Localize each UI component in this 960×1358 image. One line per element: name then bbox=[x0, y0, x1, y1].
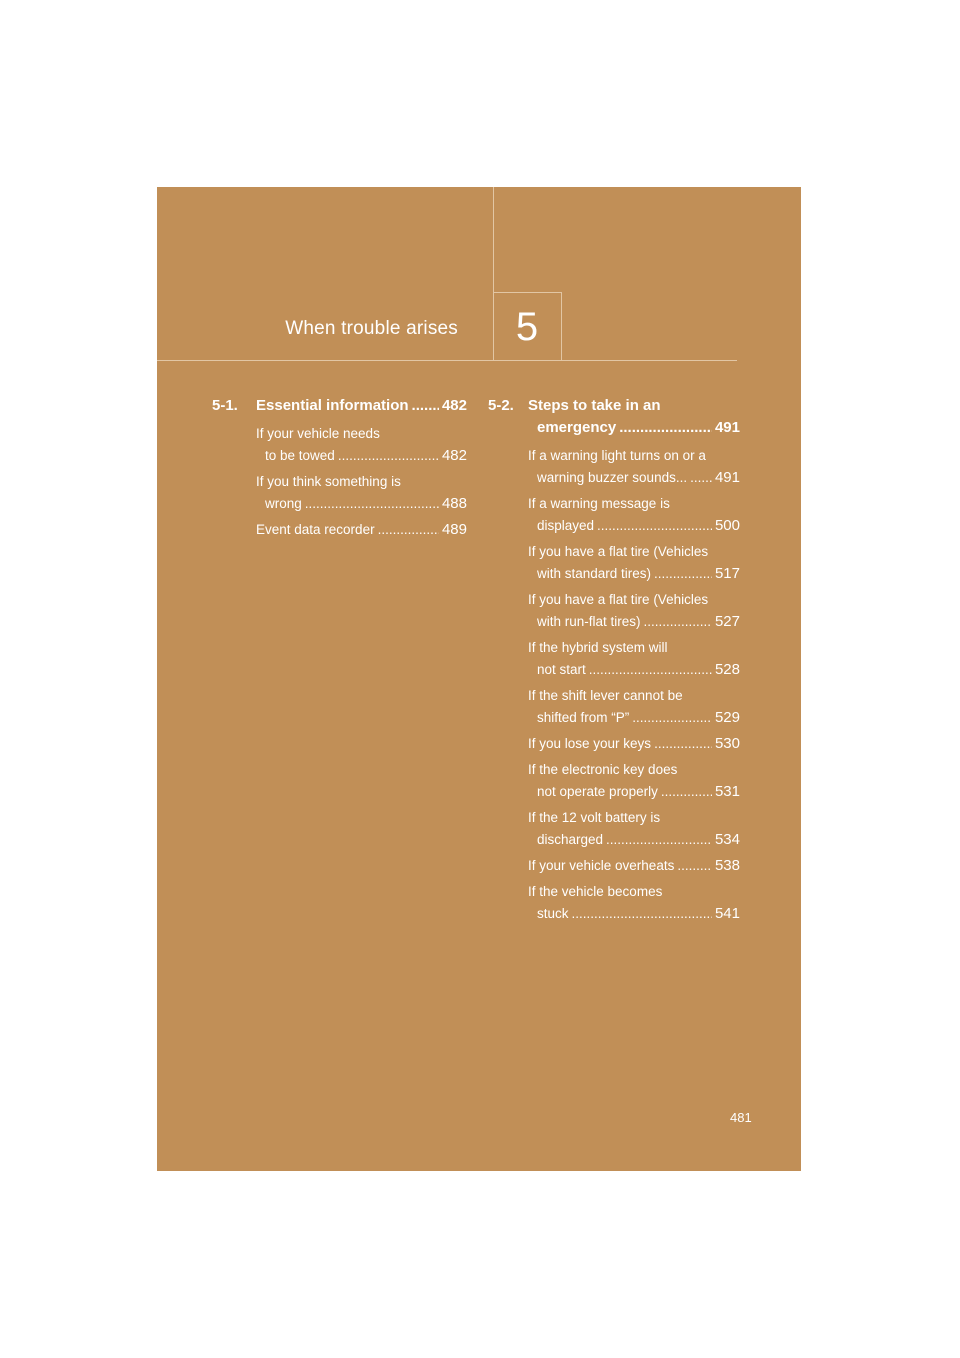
toc-entry[interactable] bbox=[528, 589, 740, 633]
leader-dots bbox=[690, 467, 712, 489]
entry-text: If you think something is bbox=[256, 474, 401, 489]
entry-text: If a warning light turns on or a bbox=[528, 448, 706, 463]
toc-entry[interactable] bbox=[528, 541, 740, 585]
entry-text: not operate properly bbox=[537, 784, 658, 799]
entry-text: If the shift lever cannot be bbox=[528, 688, 683, 703]
entry-text: shifted from “P” bbox=[537, 710, 630, 725]
chapter-title: When trouble arises bbox=[285, 318, 458, 339]
leader-dots bbox=[412, 395, 439, 417]
toc-entry[interactable] bbox=[528, 637, 740, 681]
section-heading[interactable] bbox=[212, 395, 467, 417]
entry-text: stuck bbox=[537, 906, 569, 921]
entry-text: If you have a flat tire (Vehicles bbox=[528, 544, 709, 559]
toc-entry[interactable] bbox=[528, 881, 740, 925]
entry-page: 482 bbox=[441, 447, 467, 464]
entry-text: If the electronic key does bbox=[528, 762, 678, 777]
entry-text: If your vehicle needs bbox=[256, 426, 380, 441]
toc-entry[interactable] bbox=[528, 445, 740, 489]
entry-text: to be towed bbox=[265, 448, 335, 463]
section-title: Steps to take in an bbox=[528, 397, 661, 414]
entry-text: If the 12 volt battery is bbox=[528, 810, 661, 825]
entry-text: not start bbox=[537, 662, 586, 677]
section-number: 5-2. bbox=[488, 397, 514, 414]
section-title: Essential information bbox=[256, 397, 409, 414]
entry-text: If the vehicle becomes bbox=[528, 884, 663, 899]
entry-page: 534 bbox=[714, 831, 740, 848]
entry-text: If the hybrid system will bbox=[528, 640, 668, 655]
entry-page: 541 bbox=[714, 905, 740, 922]
entry-text: If your vehicle overheats bbox=[528, 858, 675, 873]
toc-section-5-2 bbox=[488, 395, 740, 929]
leader-dots bbox=[661, 781, 712, 803]
leader-dots bbox=[677, 855, 712, 877]
chapter-number: 5 bbox=[515, 304, 539, 349]
toc-entry[interactable] bbox=[528, 759, 740, 803]
entry-page: 517 bbox=[714, 565, 740, 582]
entry-text: If a warning message is bbox=[528, 496, 670, 511]
section-page: 491 bbox=[714, 419, 740, 436]
entry-text: discharged bbox=[537, 832, 604, 847]
entry-text: wrong bbox=[265, 496, 302, 511]
leader-dots bbox=[619, 417, 712, 439]
leader-dots bbox=[572, 903, 712, 925]
entry-page: 500 bbox=[714, 517, 740, 534]
toc-entry[interactable] bbox=[256, 423, 467, 467]
toc-entry[interactable] bbox=[528, 493, 740, 537]
header-horizontal-rule bbox=[157, 360, 737, 361]
entry-page: 527 bbox=[714, 613, 740, 630]
entry-page: 529 bbox=[714, 709, 740, 726]
leader-dots bbox=[654, 563, 712, 585]
toc-section-5-1 bbox=[212, 395, 467, 545]
entry-text: with standard tires) bbox=[537, 566, 652, 581]
leader-dots bbox=[597, 515, 712, 537]
toc-entry[interactable] bbox=[528, 733, 740, 755]
section-title: emergency bbox=[537, 419, 617, 436]
section-number: 5-1. bbox=[212, 397, 238, 414]
section-heading[interactable] bbox=[488, 395, 740, 439]
entry-text: If you have a flat tire (Vehicles bbox=[528, 592, 709, 607]
entry-page: 491 bbox=[714, 469, 740, 486]
toc-entry[interactable] bbox=[256, 471, 467, 515]
entry-page: 530 bbox=[714, 735, 740, 752]
entry-page: 538 bbox=[714, 857, 740, 874]
leader-dots bbox=[338, 445, 439, 467]
chapter-number-box bbox=[493, 292, 562, 361]
entry-text: displayed bbox=[537, 518, 595, 533]
entry-text: Event data recorder bbox=[256, 522, 375, 537]
entry-page: 488 bbox=[441, 495, 467, 512]
entry-text: with run-flat tires) bbox=[537, 614, 641, 629]
entry-text: If you lose your keys bbox=[528, 736, 652, 751]
toc-entry[interactable] bbox=[528, 685, 740, 729]
leader-dots bbox=[644, 611, 712, 633]
entry-page: 531 bbox=[714, 783, 740, 800]
toc-entry[interactable] bbox=[256, 519, 467, 541]
leader-dots bbox=[606, 829, 712, 851]
page-number: 481 bbox=[730, 1110, 752, 1125]
leader-dots bbox=[305, 493, 439, 515]
toc-entry[interactable] bbox=[528, 807, 740, 851]
leader-dots bbox=[589, 659, 712, 681]
entry-text: warning buzzer sounds... bbox=[537, 470, 688, 485]
toc-entry[interactable] bbox=[528, 855, 740, 877]
section-page: 482 bbox=[441, 397, 467, 414]
entry-page: 528 bbox=[714, 661, 740, 678]
entry-page: 489 bbox=[441, 521, 467, 538]
leader-dots bbox=[632, 707, 712, 729]
leader-dots bbox=[378, 519, 439, 541]
leader-dots bbox=[654, 733, 712, 755]
